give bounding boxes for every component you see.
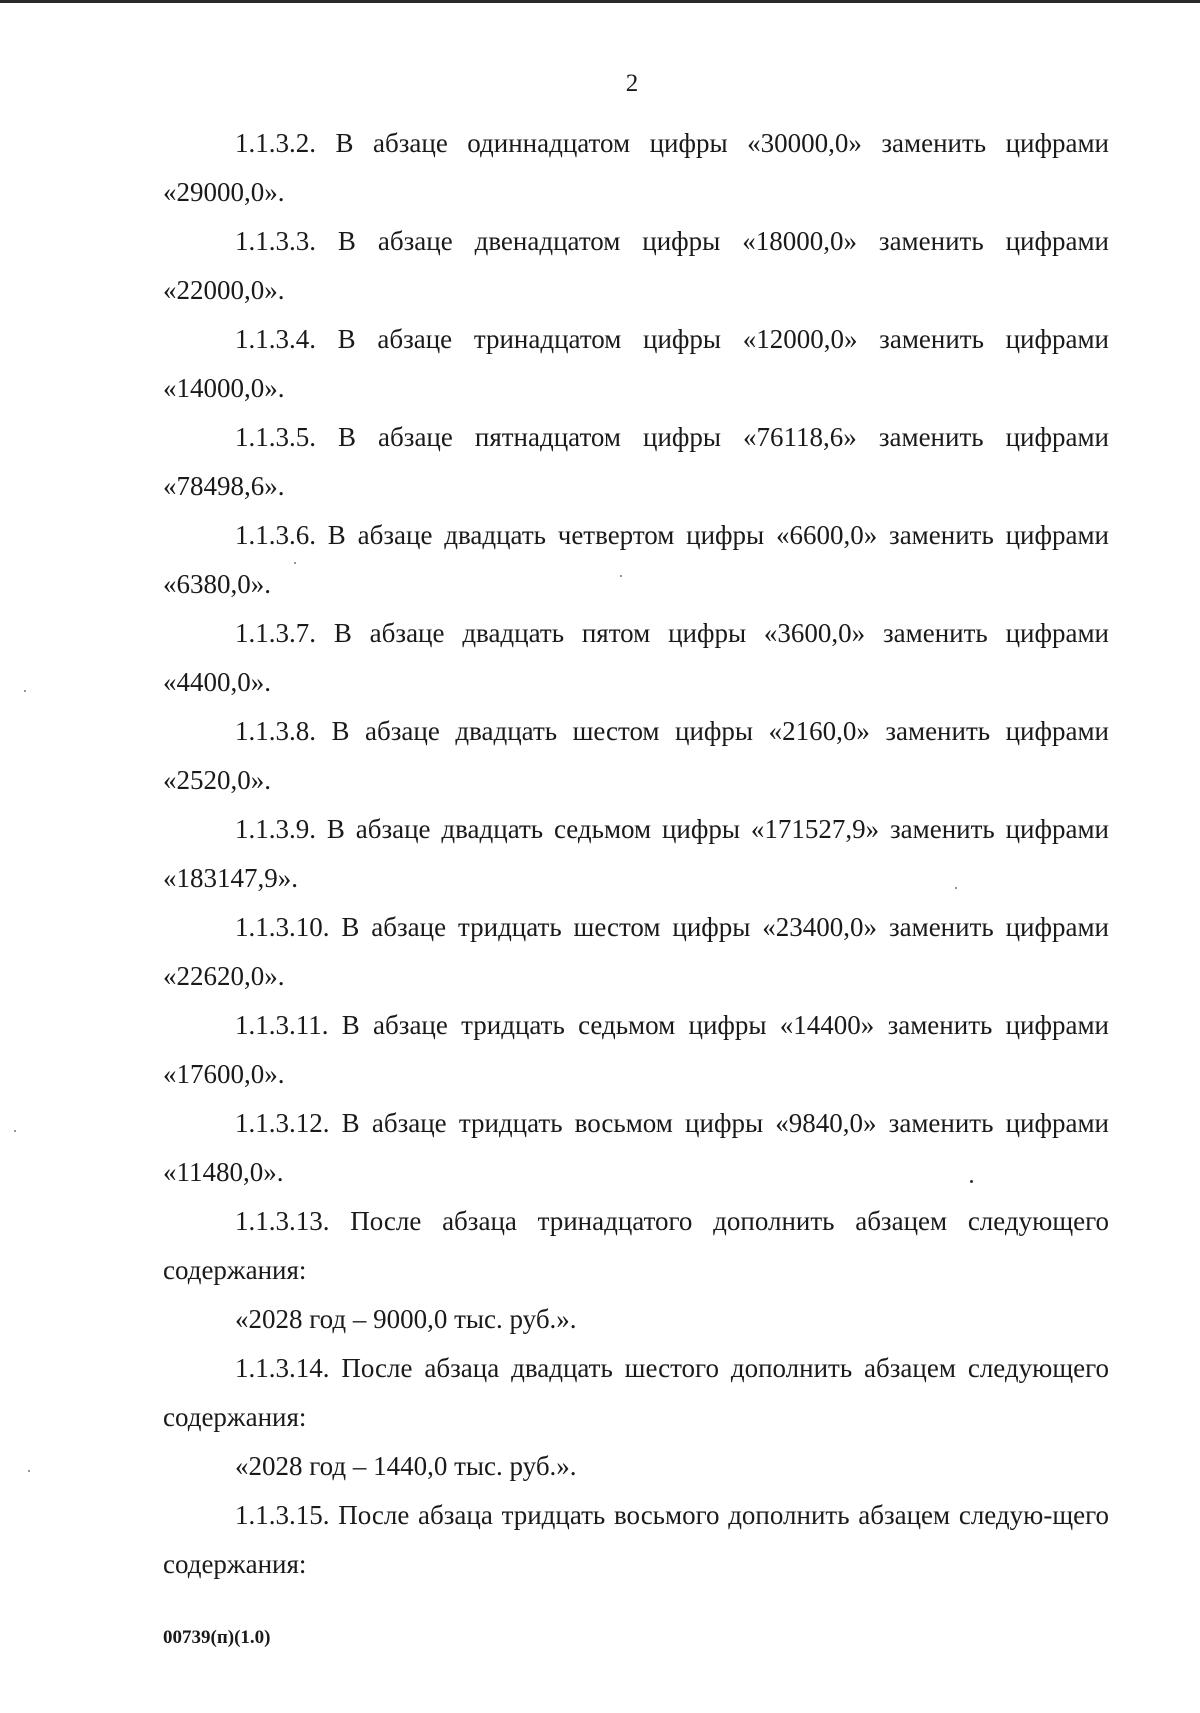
inserted-quote-2028-9000: «2028 год – 9000,0 тыс. руб.».: [235, 1304, 577, 1334]
paragraph-1-1-3-2: 1.1.3.2. В абзаце одиннадцатом цифры «30000,0» заменить цифрами «29000,0».: [163, 128, 1109, 207]
paragraph-1-1-3-6: 1.1.3.6. В абзаце двадцать четвертом цифры «6600,0» заменить цифрами «6380,0».: [163, 520, 1109, 599]
document-body: [163, 119, 1109, 1589]
scan-speck: [970, 1180, 973, 1183]
scan-speck: [294, 562, 296, 564]
paragraph-1-1-3-14: 1.1.3.14. После абзаца двадцать шестого дополнить абзацем следующего содержания:: [163, 1353, 1109, 1432]
paragraph-1-1-3-10: 1.1.3.10. В абзаце тридцать шестом цифры «23400,0» заменить цифрами «22620,0».: [163, 912, 1109, 991]
paragraph-1-1-3-13: 1.1.3.13. После абзаца тринадцатого дополнить абзацем следующего содержания:: [163, 1206, 1109, 1285]
scan-speck: [14, 1130, 16, 1132]
scan-speck: [955, 887, 957, 889]
page-number: 2: [625, 70, 639, 97]
paragraph-1-1-3-8: 1.1.3.8. В абзаце двадцать шестом цифры «2160,0» заменить цифрами «2520,0».: [163, 716, 1109, 795]
footer-document-code: 00739(п)(1.0): [163, 1627, 271, 1648]
paragraph-1-1-3-15: 1.1.3.15. После абзаца тридцать восьмого дополнить абзацем следую-щего содержания:: [163, 1500, 1109, 1579]
scan-speck: [24, 690, 26, 692]
paragraph-1-1-3-12: 1.1.3.12. В абзаце тридцать восьмом цифры «9840,0» заменить цифрами «11480,0».: [163, 1108, 1109, 1187]
paragraph-1-1-3-3: 1.1.3.3. В абзаце двенадцатом цифры «18000,0» заменить цифрами «22000,0».: [163, 226, 1109, 305]
inserted-quote-2028-1440: «2028 год – 1440,0 тыс. руб.».: [235, 1451, 577, 1481]
paragraph-1-1-3-4: 1.1.3.4. В абзаце тринадцатом цифры «12000,0» заменить цифрами «14000,0».: [163, 324, 1109, 403]
top-border-line: [0, 0, 1200, 3]
scan-speck: [28, 1470, 30, 1472]
scan-speck: [620, 575, 622, 577]
paragraph-1-1-3-9: 1.1.3.9. В абзаце двадцать седьмом цифры «171527,9» заменить цифрами «183147,9».: [163, 814, 1109, 893]
paragraph-1-1-3-11: 1.1.3.11. В абзаце тридцать седьмом цифры «14400» заменить цифрами «17600,0».: [163, 1010, 1109, 1089]
paragraph-1-1-3-5: 1.1.3.5. В абзаце пятнадцатом цифры «76118,6» заменить цифрами «78498,6».: [163, 422, 1109, 501]
paragraph-1-1-3-7: 1.1.3.7. В абзаце двадцать пятом цифры «3600,0» заменить цифрами «4400,0».: [163, 618, 1109, 697]
